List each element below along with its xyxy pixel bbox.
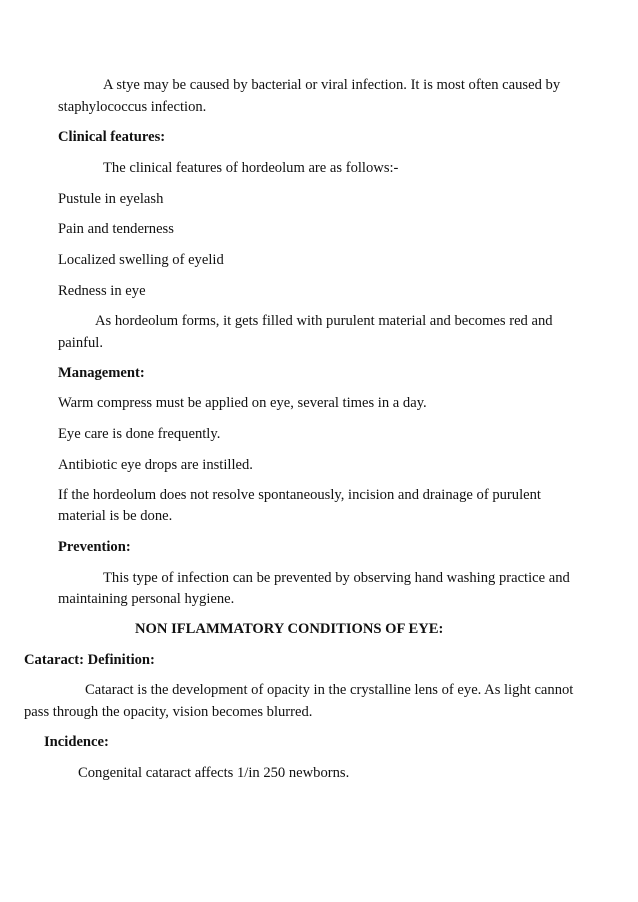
- feature-item: Redness in eye: [58, 283, 146, 299]
- cataract-definition-line-2: pass through the opacity, vision becomes blurred.: [24, 704, 313, 720]
- prevention-heading: Prevention:: [58, 539, 131, 555]
- clinical-features-heading: Clinical features:: [58, 129, 166, 145]
- cataract-definition-line-1: Cataract is the development of opacity in the crystalline lens of eye. As light cannot: [85, 682, 574, 698]
- stye-paragraph-line-1: A stye may be caused by bacterial or viral infection. It is most often caused by: [103, 77, 561, 93]
- hordeolum-forms-line-1: As hordeolum forms, it gets filled with purulent material and becomes red and: [95, 313, 553, 329]
- cataract-definition-heading: Cataract: Definition:: [24, 652, 155, 668]
- incidence-text: Congenital cataract affects 1/in 250 newborns.: [78, 765, 350, 781]
- feature-item: Pain and tenderness: [58, 221, 174, 237]
- management-item: Antibiotic eye drops are instilled.: [58, 457, 253, 473]
- prevention-line-1: This type of infection can be prevented by observing hand washing practice and: [103, 570, 570, 586]
- management-item: Eye care is done frequently.: [58, 426, 221, 442]
- hordeolum-forms-line-2: painful.: [58, 335, 103, 351]
- prevention-line-2: maintaining personal hygiene.: [58, 591, 235, 607]
- section-title: NON IFLAMMATORY CONDITIONS OF EYE:: [135, 621, 444, 637]
- management-item-line-2: material is be done.: [58, 508, 173, 524]
- feature-item: Localized swelling of eyelid: [58, 252, 224, 268]
- stye-paragraph-line-2: staphylococcus infection.: [58, 99, 207, 115]
- clinical-features-intro: The clinical features of hordeolum are as follows:-: [103, 160, 399, 176]
- management-heading: Management:: [58, 365, 145, 381]
- incidence-heading: Incidence:: [44, 734, 109, 750]
- feature-item: Pustule in eyelash: [58, 191, 164, 207]
- management-item-line-1: If the hordeolum does not resolve spontaneously, incision and drainage of purulent: [58, 487, 541, 503]
- management-item: Warm compress must be applied on eye, several times in a day.: [58, 395, 427, 411]
